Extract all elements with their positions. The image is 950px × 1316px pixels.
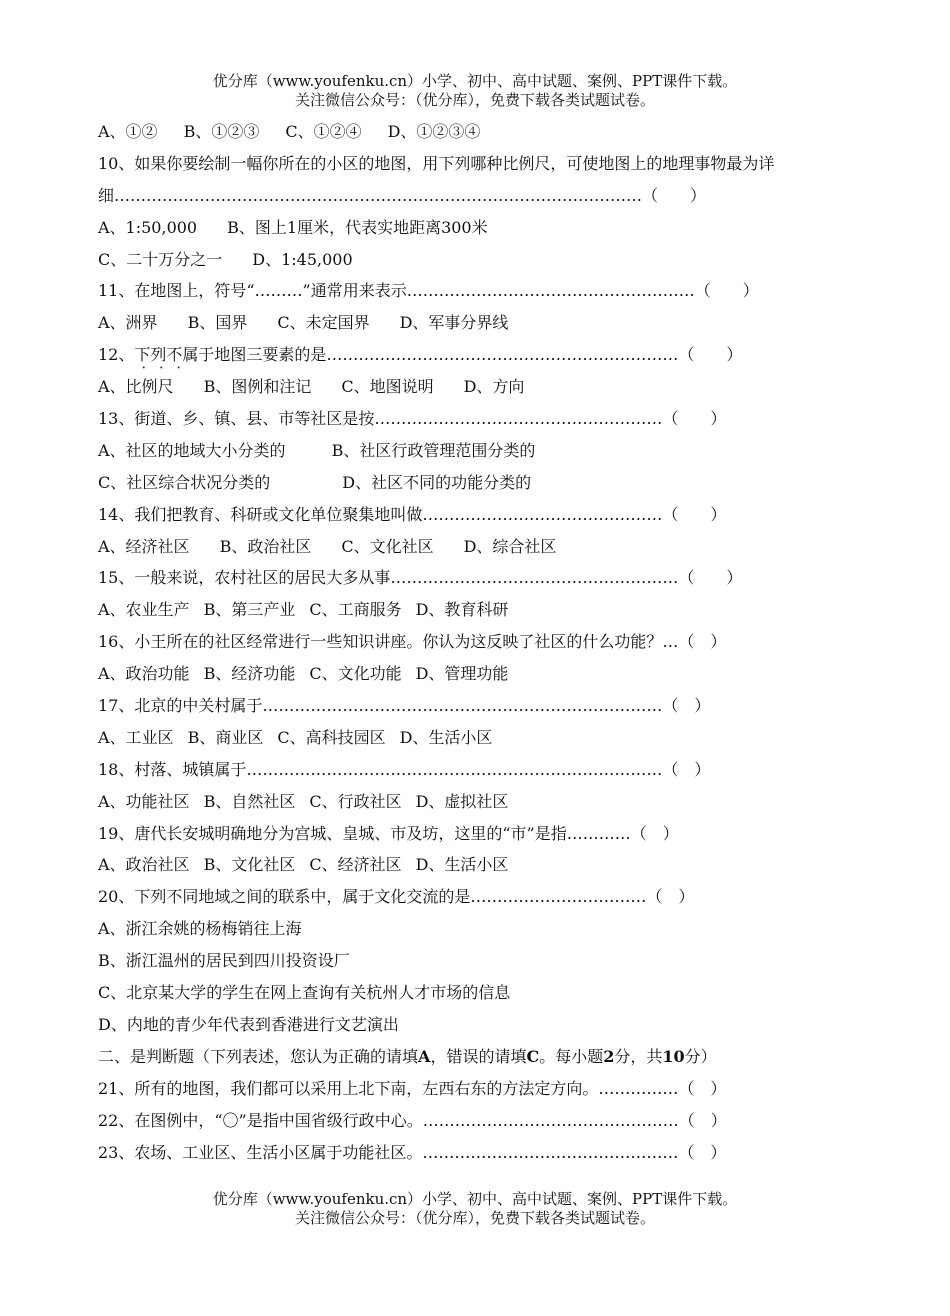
q10-option-b: B、图上1厘米，代表实地距离300米 [227, 217, 488, 237]
q15-options [98, 594, 868, 626]
q16-option-a: A、政治功能 [98, 664, 190, 684]
q14-stem: 14、我们把教育、科研或文化单位聚集地叫做………………………………………（ ） [98, 504, 727, 524]
q9-option-c: C、①②④ [285, 122, 362, 141]
q19-option-d: D、生活小区 [415, 855, 509, 875]
q10-options-cd [98, 244, 868, 276]
q20-stem: 20、下列不同地域之间的联系中，属于文化交流的是……………………………（ ） [98, 887, 695, 907]
q19-option-b: B、文化社区 [203, 855, 296, 875]
q19-stem: 19、唐代长安城明确地分为宫城、皇城、市及坊，这里的“市”是指…………（ ） [98, 823, 679, 843]
q9-option-d: D、①②③④ [387, 122, 481, 141]
section-2-text-2: ，错误的请填 [430, 1046, 527, 1066]
q13-stem: 13、街道、乡、镇、县、市等社区是按………………………………………………（ ） [98, 409, 727, 429]
q17-stem: 17、北京的中关村属于…………………………………………………………………（ ） [98, 696, 711, 716]
q10-stem-1: 10、如果你要绘制一幅你所在的小区的地图，用下列哪种比例尺，可使地图上的地理事物最为详 [98, 153, 775, 173]
q17-option-a: A、工业区 [98, 727, 174, 747]
q11-option-c: C、未定国界 [277, 313, 370, 333]
q20-option-d: D、内地的青少年代表到香港进行文艺演出 [98, 1014, 399, 1034]
q12-stem: 12、下列不属于地图三要素的是…………………………………………………………（ ） • • • [98, 339, 868, 371]
q21-stem: 21、所有的地图，我们都可以采用上北下南，左西右东的方法定方向。……………（ ） [98, 1078, 727, 1098]
section-2-heading [98, 1041, 868, 1073]
page-header [0, 72, 950, 110]
q13-option-b: B、社区行政管理范围分类的 [331, 440, 536, 460]
q17-options [98, 722, 868, 754]
q16-stem: 16、小王所在的社区经常进行一些知识讲座。你认为这反映了社区的什么功能？…（ ） [98, 632, 727, 652]
q14-option-a: A、经济社区 [98, 536, 190, 556]
q14-option-c: C、文化社区 [341, 536, 434, 556]
q12-option-d: D、方向 [463, 377, 525, 397]
q17-option-d: D、生活小区 [399, 727, 493, 747]
q15-stem: 15、一般来说，农村社区的居民大多从事………………………………………………（ ） [98, 568, 743, 588]
page-footer [0, 1190, 950, 1228]
q10-option-d: D、1:45,000 [252, 249, 353, 269]
q17-option-b: B、商业区 [187, 727, 264, 747]
section-2-bold-a: A [418, 1046, 431, 1066]
q18-stem: 18、村落、城镇属于……………………………………………………………………（ ） [98, 759, 711, 779]
q9-option-b: B、①②③ [183, 122, 260, 141]
header-line-1: 优分库（www.youfenku.cn）小学、初中、高中试题、案例、PPT课件下载。 [212, 72, 738, 90]
q20-option-b: B、浙江温州的居民到四川投资设厂 [98, 951, 350, 971]
q12-option-b: B、图例和注记 [203, 377, 312, 397]
q13-options-ab [98, 435, 868, 467]
section-2-text-5: 分） [684, 1046, 717, 1066]
q22-stem: 22、在图例中，“〇”是指中国省级行政中心。…………………………………………（ ） [98, 1110, 727, 1130]
q10-stem-2: 细………………………………………………………………………………………（ ） [98, 185, 707, 205]
q19-options [98, 849, 868, 881]
section-2-bold-c: C [526, 1046, 540, 1066]
q12-option-a: A、比例尺 [98, 377, 174, 397]
q16-options [98, 658, 868, 690]
q19-option-a: A、政治社区 [98, 855, 190, 875]
q18-option-a: A、功能社区 [98, 791, 190, 811]
q14-option-d: D、综合社区 [463, 536, 557, 556]
q13-options-cd [98, 467, 868, 499]
q11-option-d: D、军事分界线 [399, 313, 509, 333]
q13-option-a: A、社区的地域大小分类的 [98, 440, 286, 460]
q10-options-ab [98, 212, 868, 244]
q15-option-c: C、工商服务 [309, 600, 402, 620]
q20-option-a: A、浙江余姚的杨梅销往上海 [98, 919, 302, 939]
q23-stem: 23、农场、工业区、生活小区属于功能社区。…………………………………………（ ） [98, 1142, 727, 1162]
q16-option-d: D、管理功能 [415, 664, 509, 684]
section-2-text-1: 二、是判断题（下列表述，您认为正确的请填 [98, 1046, 419, 1066]
q14-options [98, 531, 868, 563]
q9-option-a: A、①② [98, 122, 158, 141]
q20-option-c: C、北京某大学的学生在网上查询有关杭州人才市场的信息 [98, 983, 511, 1003]
q18-option-d: D、虚拟社区 [415, 791, 509, 811]
q10-option-c: C、二十万分之一 [98, 249, 223, 269]
q14-option-b: B、政治社区 [219, 536, 312, 556]
q19-option-c: C、经济社区 [309, 855, 402, 875]
q16-option-c: C、文化功能 [309, 664, 402, 684]
q12-option-c: C、地图说明 [341, 377, 434, 397]
q15-option-b: B、第三产业 [203, 600, 296, 620]
q9-options [98, 116, 868, 148]
section-2-text-3: 。每小题 [539, 1046, 604, 1066]
q16-option-b: B、经济功能 [203, 664, 296, 684]
q18-option-c: C、行政社区 [309, 791, 402, 811]
exam-content [98, 116, 868, 1168]
q15-option-d: D、教育科研 [415, 600, 509, 620]
q11-stem: 11、在地图上，符号“………”通常用来表示………………………………………………（ ） [98, 281, 759, 301]
footer-line-2: 关注微信公众号：（优分库），免费下载各类试题试卷。 [294, 1209, 655, 1227]
section-2-bold-points: 2 [603, 1046, 615, 1066]
q15-option-a: A、农业生产 [98, 600, 190, 620]
section-2-bold-total: 10 [662, 1046, 685, 1066]
q18-option-b: B、自然社区 [203, 791, 296, 811]
section-2-text-4: 分，共 [614, 1046, 663, 1066]
header-line-2: 关注微信公众号：（优分库），免费下载各类试题试卷。 [294, 91, 655, 109]
q11-options [98, 307, 868, 339]
q10-option-a: A、1:50,000 [98, 217, 198, 237]
q13-option-d: D、社区不同的功能分类的 [342, 472, 532, 492]
q17-option-c: C、高科技园区 [277, 727, 386, 747]
q13-option-c: C、社区综合状况分类的 [98, 472, 271, 492]
q11-option-b: B、国界 [187, 313, 248, 333]
q18-options [98, 786, 868, 818]
footer-line-1: 优分库（www.youfenku.cn）小学、初中、高中试题、案例、PPT课件下载。 [212, 1190, 738, 1208]
q11-option-a: A、洲界 [98, 313, 158, 333]
q12-options [98, 371, 868, 403]
